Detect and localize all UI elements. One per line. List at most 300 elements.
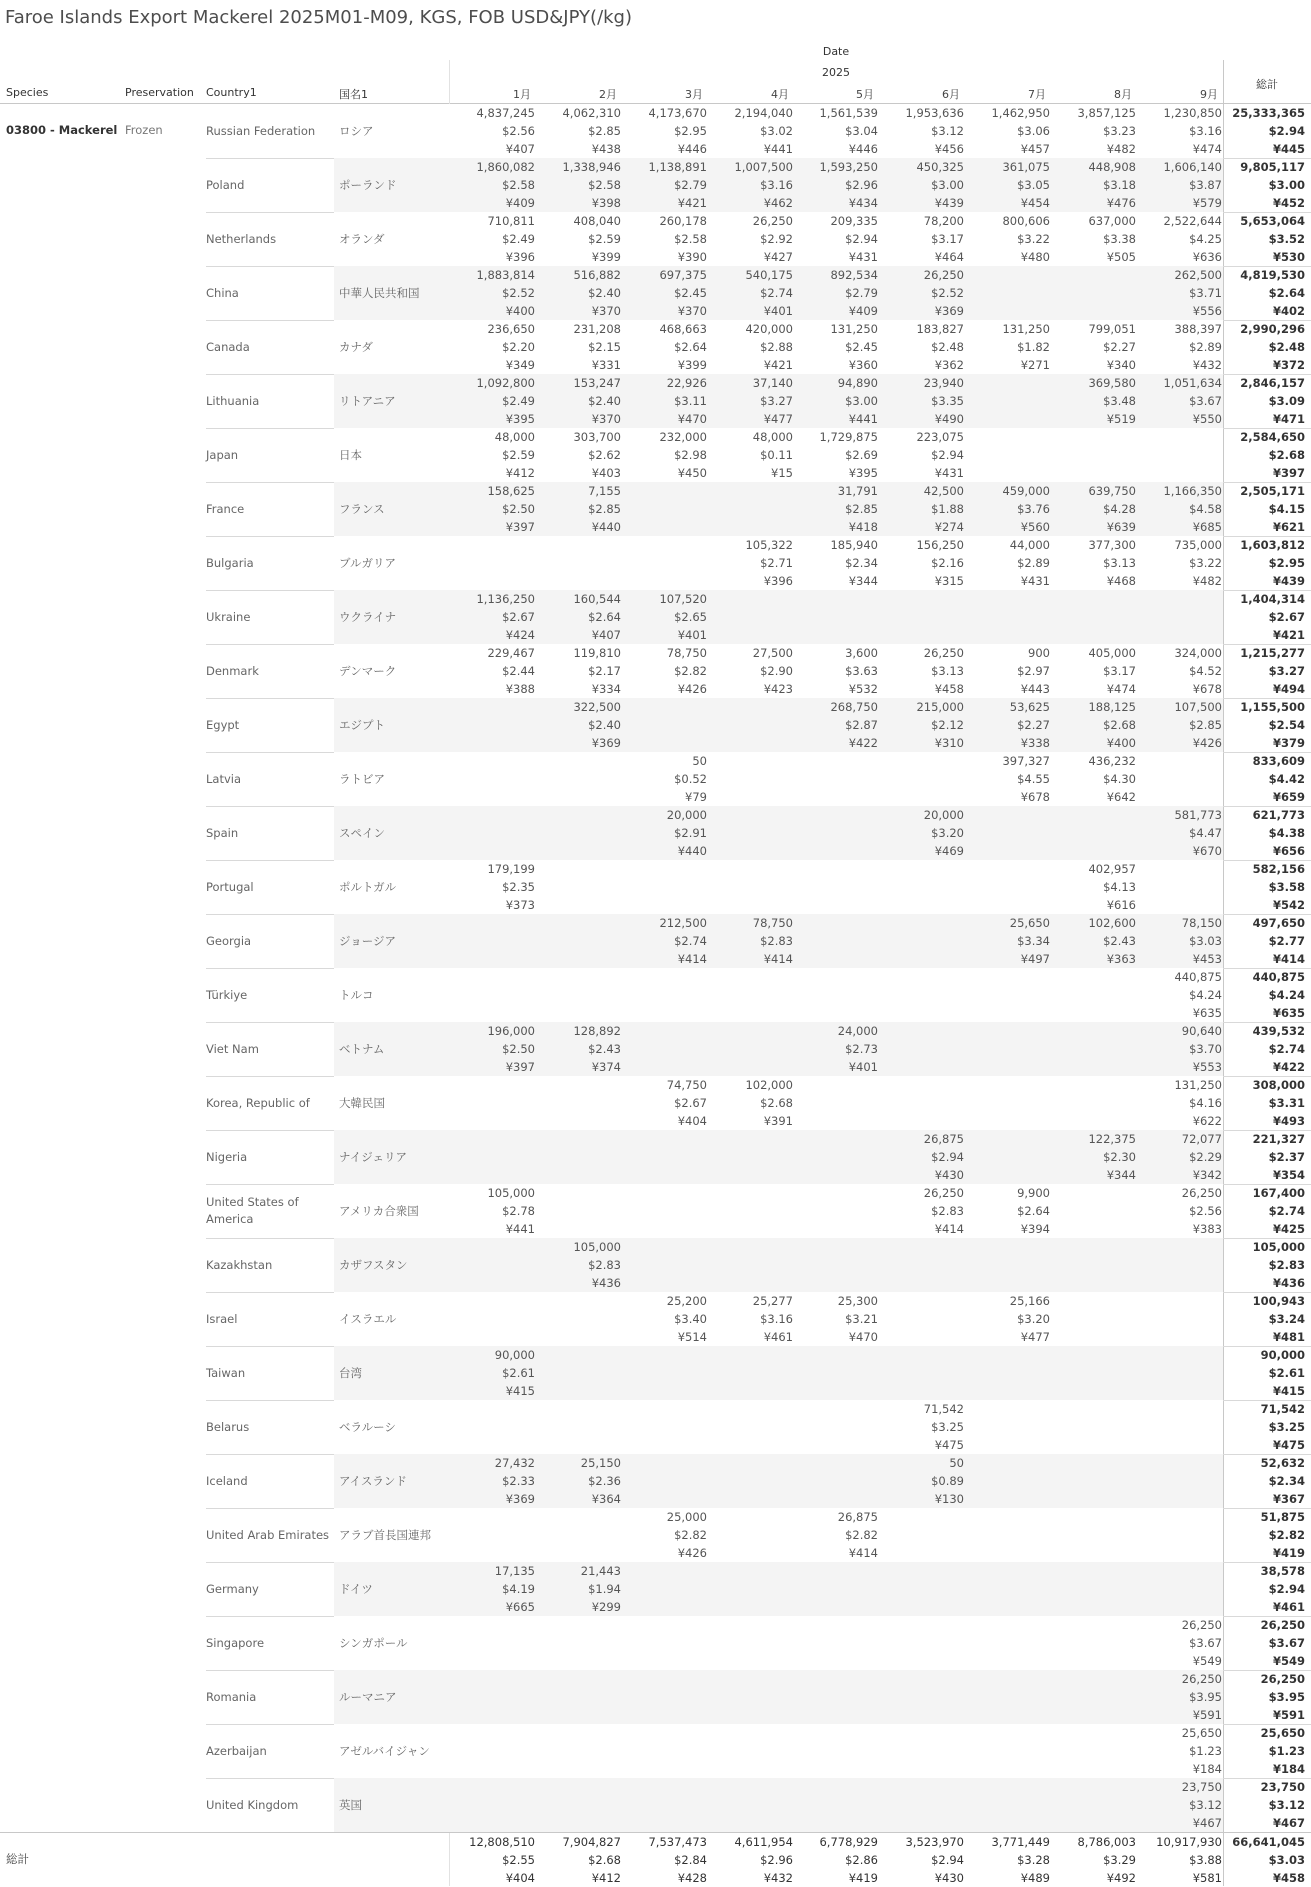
country-name: Kazakhstan	[206, 1258, 273, 1272]
data-cell: $1.23	[1189, 1744, 1222, 1758]
data-cell: 212,500	[659, 916, 707, 930]
data-cell: $3.05	[1017, 178, 1050, 192]
grand-total-cell: ¥404	[505, 1871, 535, 1885]
data-cell: 4,837,245	[476, 106, 535, 120]
data-cell: $2.85	[588, 502, 621, 516]
country-name: Egypt	[206, 718, 240, 732]
data-cell: 25,650	[1009, 916, 1050, 930]
data-cell: ¥454	[1020, 196, 1050, 210]
data-cell: $3.12	[1189, 1798, 1222, 1812]
data-cell: 78,150	[1181, 916, 1222, 930]
data-cell: $2.79	[845, 286, 878, 300]
row-total-cell: 5,653,064	[1240, 214, 1305, 228]
data-cell: 72,077	[1181, 1132, 1222, 1146]
data-cell: 25,277	[752, 1294, 793, 1308]
data-cell: $3.67	[1189, 1636, 1222, 1650]
data-cell: $2.87	[845, 718, 878, 732]
row-total-cell: $4.42	[1268, 772, 1305, 786]
data-cell: $2.94	[931, 1150, 964, 1164]
data-cell: $4.25	[1189, 232, 1222, 246]
data-cell: 3,857,125	[1077, 106, 1136, 120]
data-cell: $4.30	[1103, 772, 1136, 786]
data-cell: ¥407	[591, 628, 621, 642]
row-total-cell: 26,250	[1260, 1618, 1305, 1632]
country-name: France	[206, 502, 245, 516]
month-header: 2月	[599, 88, 617, 101]
data-cell: ¥553	[1192, 1060, 1222, 1074]
data-cell: ¥470	[677, 412, 707, 426]
data-cell: $1.82	[1017, 340, 1050, 354]
data-cell: $3.22	[1189, 556, 1222, 570]
country-name: Ukraine	[206, 610, 251, 624]
data-cell: $0.89	[931, 1474, 964, 1488]
data-cell: $3.17	[931, 232, 964, 246]
data-cell: ¥591	[1192, 1708, 1222, 1722]
data-cell: ¥475	[934, 1438, 964, 1452]
data-cell: ¥560	[1020, 520, 1050, 534]
data-cell: ¥443	[1020, 682, 1050, 696]
data-cell: 440,875	[1174, 970, 1222, 984]
row-total-cell: $3.31	[1268, 1096, 1305, 1110]
data-cell: ¥469	[934, 844, 964, 858]
row-total-cell: ¥471	[1272, 412, 1305, 426]
data-cell: $3.04	[845, 124, 878, 138]
jp-country-name: リトアニア	[339, 394, 396, 408]
data-cell: ¥274	[934, 520, 964, 534]
data-cell: $2.82	[674, 1528, 707, 1542]
data-cell: ¥414	[848, 1546, 878, 1560]
grand-total-cell: 6,778,929	[819, 1835, 878, 1849]
data-cell: ¥550	[1192, 412, 1222, 426]
data-cell: ¥477	[763, 412, 793, 426]
row-total-cell: ¥419	[1272, 1546, 1305, 1560]
data-cell: ¥344	[848, 574, 878, 588]
row-total-cell: 51,875	[1260, 1510, 1305, 1524]
row-total-cell: $4.24	[1268, 988, 1305, 1002]
data-cell: ¥446	[677, 142, 707, 156]
data-cell: $2.89	[1189, 340, 1222, 354]
data-cell: 74,750	[666, 1078, 707, 1092]
grand-total-cell: ¥419	[848, 1871, 878, 1885]
data-cell: 27,500	[752, 646, 793, 660]
grand-total-cell: ¥489	[1020, 1871, 1050, 1885]
row-total-cell: $3.24	[1268, 1312, 1305, 1326]
country-column-header: Country1	[206, 86, 257, 99]
data-cell: ¥422	[848, 736, 878, 750]
data-cell: $2.17	[588, 664, 621, 678]
jp-country-name: ポルトガル	[339, 880, 397, 894]
data-cell: 31,791	[837, 484, 878, 498]
row-total-cell: ¥452	[1272, 196, 1305, 210]
data-cell: 131,250	[1174, 1078, 1222, 1092]
data-cell: 153,247	[573, 376, 621, 390]
data-cell: $3.35	[931, 394, 964, 408]
data-cell: 90,000	[494, 1348, 535, 1362]
grand-total-cell: 4,611,954	[734, 1835, 793, 1849]
data-cell: $2.52	[502, 286, 535, 300]
data-cell: ¥414	[934, 1222, 964, 1236]
data-cell: 405,000	[1088, 646, 1136, 660]
row-shade	[334, 1616, 1223, 1670]
country-name: Spain	[206, 826, 239, 840]
grand-total-cell: 7,904,827	[562, 1835, 621, 1849]
data-cell: ¥338	[1020, 736, 1050, 750]
data-cell: 260,178	[659, 214, 707, 228]
data-cell: ¥363	[1106, 952, 1136, 966]
preservation-label: Frozen	[125, 123, 163, 137]
data-cell: $2.30	[1103, 1150, 1136, 1164]
jp-country-name: ラトビア	[339, 772, 385, 786]
data-cell: $2.44	[502, 664, 535, 678]
data-cell: ¥635	[1192, 1006, 1222, 1020]
data-cell: 122,375	[1088, 1132, 1136, 1146]
data-cell: $3.17	[1103, 664, 1136, 678]
data-cell: $2.58	[502, 178, 535, 192]
jp-country-name: ベトナム	[339, 1042, 385, 1056]
row-total-cell: ¥591	[1272, 1708, 1305, 1722]
row-total-cell: $2.94	[1268, 124, 1305, 138]
country-name: Denmark	[206, 664, 259, 678]
data-cell: $2.48	[931, 340, 964, 354]
data-cell: $3.27	[760, 394, 793, 408]
data-cell: ¥315	[934, 574, 964, 588]
data-cell: ¥399	[591, 250, 621, 264]
data-cell: ¥441	[505, 1222, 535, 1236]
data-cell: 516,882	[573, 268, 621, 282]
data-cell: 105,322	[745, 538, 793, 552]
data-cell: $3.13	[1103, 556, 1136, 570]
data-cell: $2.78	[502, 1204, 535, 1218]
data-cell: 459,000	[1002, 484, 1050, 498]
data-cell: 185,940	[830, 538, 878, 552]
data-cell: 71,542	[923, 1402, 964, 1416]
row-total-cell: ¥415	[1272, 1384, 1305, 1398]
row-total-cell: ¥481	[1272, 1330, 1305, 1344]
data-cell: 710,811	[487, 214, 535, 228]
country-name: United States of America	[206, 1195, 299, 1226]
data-cell: 402,957	[1088, 862, 1136, 876]
data-cell: 25,150	[580, 1456, 621, 1470]
row-total-cell: $2.94	[1268, 1582, 1305, 1596]
data-cell: 158,625	[487, 484, 535, 498]
row-total-cell: ¥436	[1272, 1276, 1305, 1290]
data-cell: 232,000	[659, 430, 707, 444]
data-cell: $2.82	[845, 1528, 878, 1542]
row-total-cell: 2,990,296	[1240, 322, 1305, 336]
data-cell: $3.71	[1189, 286, 1222, 300]
row-total-cell: $3.09	[1268, 394, 1305, 408]
row-total-cell: 9,805,117	[1240, 160, 1305, 174]
country-name: China	[206, 286, 239, 300]
data-cell: 160,544	[573, 592, 621, 606]
data-cell: $3.16	[760, 178, 793, 192]
country-name: Canada	[206, 340, 250, 354]
row-shade	[334, 1508, 1223, 1562]
data-cell: ¥369	[591, 736, 621, 750]
data-cell: 48,000	[494, 430, 535, 444]
data-cell: 131,250	[830, 322, 878, 336]
row-total-cell: 1,404,314	[1240, 592, 1305, 606]
data-cell: $4.13	[1103, 880, 1136, 894]
data-cell: 1,051,634	[1163, 376, 1222, 390]
grand-total-sum-cell: $3.03	[1268, 1853, 1305, 1867]
data-cell: 637,000	[1088, 214, 1136, 228]
data-cell: $2.50	[502, 1042, 535, 1056]
total-divider	[1223, 60, 1224, 1886]
data-cell: $2.33	[502, 1474, 535, 1488]
data-cell: $2.69	[845, 448, 878, 462]
data-cell: ¥490	[934, 412, 964, 426]
data-cell: $2.91	[674, 826, 707, 840]
month-header: 4月	[771, 88, 789, 101]
data-cell: ¥556	[1192, 304, 1222, 318]
data-cell: ¥360	[848, 358, 878, 372]
row-total-cell: ¥494	[1272, 682, 1305, 696]
country-name: Latvia	[206, 772, 242, 786]
data-cell: ¥401	[763, 304, 793, 318]
data-cell: 1,007,500	[734, 160, 793, 174]
month-header: 9月	[1200, 88, 1218, 101]
row-total-cell: 1,215,277	[1240, 646, 1305, 660]
data-cell: 1,230,850	[1163, 106, 1222, 120]
row-total-cell: 52,632	[1260, 1456, 1305, 1470]
row-total-cell: ¥445	[1272, 142, 1305, 156]
row-total-cell: 71,542	[1260, 1402, 1305, 1416]
data-cell: 408,040	[573, 214, 621, 228]
data-cell: ¥450	[677, 466, 707, 480]
data-cell: ¥364	[591, 1492, 621, 1506]
row-total-cell: 90,000	[1260, 1348, 1305, 1362]
data-cell: 1,729,875	[819, 430, 878, 444]
data-cell: 128,892	[573, 1024, 621, 1038]
row-total-cell: 439,532	[1252, 1024, 1305, 1038]
data-cell: ¥414	[763, 952, 793, 966]
data-cell: $2.34	[845, 556, 878, 570]
country-name: Taiwan	[206, 1366, 246, 1380]
data-cell: $2.58	[588, 178, 621, 192]
data-cell: 20,000	[666, 808, 707, 822]
data-cell: $4.47	[1189, 826, 1222, 840]
data-cell: 22,926	[666, 376, 707, 390]
data-cell: $2.20	[502, 340, 535, 354]
data-cell: ¥391	[763, 1114, 793, 1128]
data-cell: $3.06	[1017, 124, 1050, 138]
data-cell: 37,140	[752, 376, 793, 390]
data-cell: ¥395	[505, 412, 535, 426]
data-cell: 53,625	[1009, 700, 1050, 714]
month-header: 8月	[1114, 88, 1132, 101]
jp-country-name: ブルガリア	[339, 556, 397, 570]
row-total-cell: ¥659	[1272, 790, 1305, 804]
data-cell: ¥374	[591, 1060, 621, 1074]
row-total-cell: $3.95	[1268, 1690, 1305, 1704]
data-cell: $2.85	[1189, 718, 1222, 732]
data-cell: ¥616	[1106, 898, 1136, 912]
data-cell: 78,750	[752, 916, 793, 930]
data-cell: 26,250	[1181, 1672, 1222, 1686]
data-cell: ¥424	[505, 628, 535, 642]
jp-country-name: ポーランド	[339, 178, 397, 192]
data-cell: $3.23	[1103, 124, 1136, 138]
grand-total-cell: ¥430	[934, 1871, 964, 1885]
row-total-cell: 440,875	[1252, 970, 1305, 984]
data-cell: 20,000	[923, 808, 964, 822]
jp-country-column-header: 国名1	[339, 88, 368, 101]
row-total-cell: $2.48	[1268, 340, 1305, 354]
data-cell: 26,250	[923, 268, 964, 282]
data-cell: 26,250	[1181, 1186, 1222, 1200]
grand-total-cell: 12,808,510	[469, 1835, 535, 1849]
country-name: Türkiye	[206, 988, 248, 1002]
total-column-header: 総計	[1256, 78, 1278, 91]
data-cell: 231,208	[573, 322, 621, 336]
data-cell: ¥440	[677, 844, 707, 858]
data-cell: 25,650	[1181, 1726, 1222, 1740]
row-total-cell: $2.77	[1268, 934, 1305, 948]
data-cell: $2.16	[931, 556, 964, 570]
row-total-cell: ¥530	[1272, 250, 1305, 264]
data-cell: 1,953,636	[905, 106, 964, 120]
country-name: Bulgaria	[206, 556, 254, 570]
country-name: Russian Federation	[206, 124, 316, 138]
data-cell: $4.24	[1189, 988, 1222, 1002]
row-total-cell: $2.54	[1268, 718, 1305, 732]
data-cell: ¥415	[505, 1384, 535, 1398]
row-total-cell: $2.83	[1268, 1258, 1305, 1272]
data-cell: 26,250	[752, 214, 793, 228]
data-cell: $2.12	[931, 718, 964, 732]
year-header: 2025	[822, 66, 850, 79]
row-total-cell: $2.74	[1268, 1204, 1305, 1218]
row-total-cell: 2,505,171	[1240, 484, 1305, 498]
data-cell: 369,580	[1088, 376, 1136, 390]
jp-country-name: 中華人民共和国	[339, 286, 420, 300]
data-cell: ¥462	[763, 196, 793, 210]
data-cell: 50	[692, 754, 707, 768]
grand-total-cell: $2.55	[502, 1853, 535, 1867]
grand-total-sum-cell: ¥458	[1272, 1871, 1305, 1885]
data-cell: ¥349	[505, 358, 535, 372]
row-total-cell: ¥439	[1272, 574, 1305, 588]
data-cell: ¥665	[505, 1600, 535, 1614]
data-cell: $3.03	[1189, 934, 1222, 948]
data-cell: ¥467	[1192, 1816, 1222, 1830]
data-cell: $2.67	[674, 1096, 707, 1110]
data-cell: ¥15	[771, 466, 793, 480]
row-total-cell: $3.25	[1268, 1420, 1305, 1434]
data-cell: $2.50	[502, 502, 535, 516]
country-name: Singapore	[206, 1636, 265, 1650]
row-total-cell: 4,819,530	[1240, 268, 1305, 282]
data-cell: $0.11	[760, 448, 793, 462]
data-cell: ¥370	[591, 412, 621, 426]
row-total-cell: $1.23	[1268, 1744, 1305, 1758]
data-cell: 105,000	[487, 1186, 535, 1200]
data-cell: 322,500	[573, 700, 621, 714]
data-cell: $2.85	[588, 124, 621, 138]
data-cell: 236,650	[487, 322, 535, 336]
grand-total-cell: $2.96	[760, 1853, 793, 1867]
data-cell: $4.28	[1103, 502, 1136, 516]
data-cell: ¥461	[763, 1330, 793, 1344]
row-total-cell: ¥379	[1272, 736, 1305, 750]
data-cell: 26,250	[923, 646, 964, 660]
grand-total-cell: $3.28	[1017, 1853, 1050, 1867]
data-cell: $2.94	[845, 232, 878, 246]
data-cell: $2.40	[588, 286, 621, 300]
row-shade	[334, 1238, 1223, 1292]
data-cell: ¥362	[934, 358, 964, 372]
row-total-cell: ¥354	[1272, 1168, 1305, 1182]
data-cell: 2,522,644	[1163, 214, 1222, 228]
data-cell: $3.12	[931, 124, 964, 138]
jp-country-name: ロシア	[339, 124, 374, 138]
row-total-cell: $4.15	[1268, 502, 1305, 516]
country-name: Belarus	[206, 1420, 250, 1434]
row-total-cell: 582,156	[1252, 862, 1305, 876]
data-cell: $3.00	[931, 178, 964, 192]
country-name: Korea, Republic of	[206, 1096, 310, 1110]
row-total-cell: $2.61	[1268, 1366, 1305, 1380]
row-total-cell: ¥621	[1272, 520, 1305, 534]
preservation-column-header: Preservation	[125, 86, 194, 99]
data-cell: ¥369	[934, 304, 964, 318]
data-cell: 102,600	[1088, 916, 1136, 930]
data-cell: 48,000	[752, 430, 793, 444]
data-cell: 1,860,082	[476, 160, 535, 174]
data-cell: $3.21	[845, 1312, 878, 1326]
data-cell: ¥480	[1020, 250, 1050, 264]
data-cell: $3.67	[1189, 394, 1222, 408]
data-cell: $2.40	[588, 718, 621, 732]
grand-total-cell: $3.88	[1189, 1853, 1222, 1867]
data-cell: $2.36	[588, 1474, 621, 1488]
data-cell: 303,700	[573, 430, 621, 444]
data-cell: 26,250	[923, 1186, 964, 1200]
jp-country-name: アイスランド	[339, 1474, 407, 1488]
data-cell: ¥470	[848, 1330, 878, 1344]
country-name: Nigeria	[206, 1150, 248, 1164]
data-cell: 1,136,250	[476, 592, 535, 606]
data-cell: 24,000	[837, 1024, 878, 1038]
jp-country-name: オランダ	[339, 232, 385, 246]
row-total-cell: ¥414	[1272, 952, 1305, 966]
data-cell: $3.40	[674, 1312, 707, 1326]
data-cell: ¥441	[763, 142, 793, 156]
data-cell: ¥430	[934, 1168, 964, 1182]
data-cell: ¥441	[848, 412, 878, 426]
jp-country-name: トルコ	[339, 988, 374, 1002]
data-cell: ¥436	[591, 1276, 621, 1290]
data-cell: 900	[1028, 646, 1050, 660]
data-cell: ¥426	[677, 1546, 707, 1560]
data-cell: $3.25	[931, 1420, 964, 1434]
data-cell: ¥532	[848, 682, 878, 696]
data-cell: 94,890	[837, 376, 878, 390]
data-cell: $2.61	[502, 1366, 535, 1380]
row-total-cell: 26,250	[1260, 1672, 1305, 1686]
data-cell: 25,000	[666, 1510, 707, 1524]
data-cell: ¥457	[1020, 142, 1050, 156]
data-cell: $2.83	[760, 934, 793, 948]
data-cell: 23,940	[923, 376, 964, 390]
data-cell: ¥438	[591, 142, 621, 156]
data-cell: $2.98	[674, 448, 707, 462]
data-cell: 262,500	[1174, 268, 1222, 282]
row-total-cell: $2.82	[1268, 1528, 1305, 1542]
data-cell: $2.90	[760, 664, 793, 678]
data-cell: ¥394	[1020, 1222, 1050, 1236]
